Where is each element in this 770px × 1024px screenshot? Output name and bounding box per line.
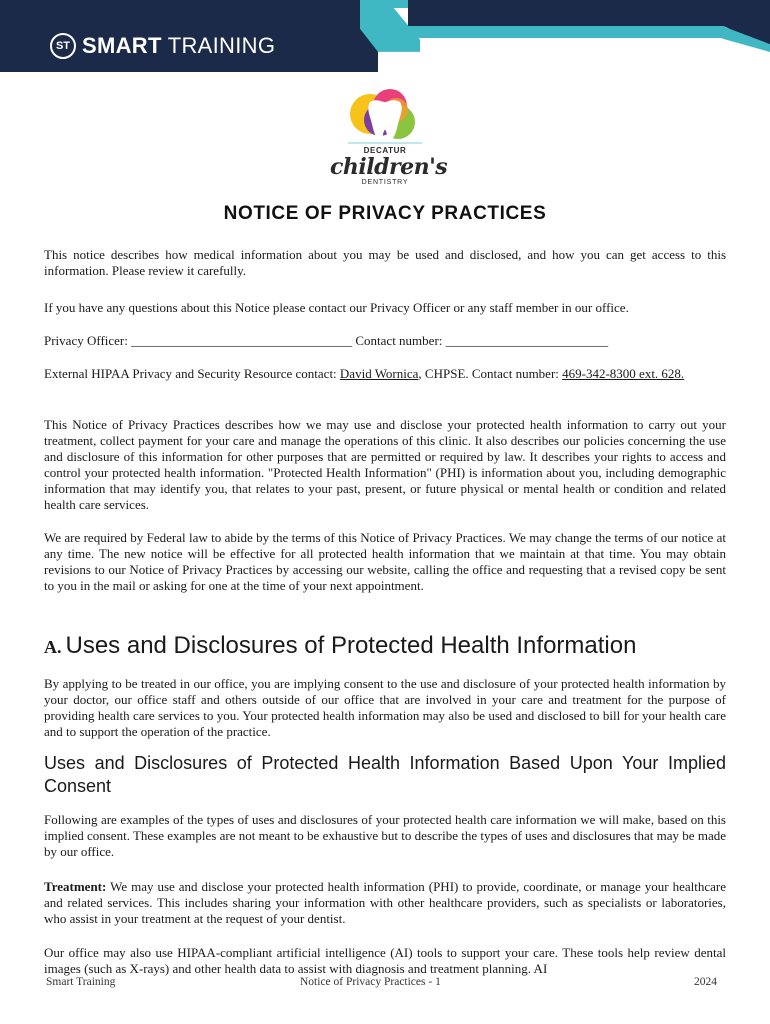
header-banner <box>0 0 770 72</box>
implied-consent-paragraph: By applying to be treated in our office, you are implying consent to the use and disclosure of your protected health information by your doctor, our office staff and others outside of our office that are involved in your care and treatment for the purpose of providing health care services to you. Your protected health information may also be used and disclosed to bill for your health care and to support the operation of the practice. <box>44 676 726 739</box>
page-title: NOTICE OF PRIVACY PRACTICES <box>223 203 547 224</box>
logo-line-dentistry: DENTISTRY <box>361 179 409 186</box>
treatment-label: Treatment: <box>44 879 107 894</box>
contact-number-label: Contact number: <box>355 333 443 348</box>
examples-paragraph: Following are examples of the types of uses and disclosures of your protected health care information we will make, based on this implied consent. These examples are not meant to be exhaustive but to describe the types of uses and disclosures that may be made by our office. <box>44 812 726 859</box>
footer-right: 2024 <box>694 976 717 988</box>
privacy-officer-label: Privacy Officer: <box>44 333 128 348</box>
clinic-logo <box>330 86 448 190</box>
footer-left: Smart Training <box>46 976 116 988</box>
federal-law-paragraph: We are required by Federal law to abide by the terms of this Notice of Privacy Practices. We may change the terms of our notice at any time. The new notice will be effective for all protected health information that we maintain at that time. You may obtain revisions to our Notice of Privacy Practices by accessing our website, calling the office and requesting that a revised copy be sent to you in the mail or asking for one at the time of your next appointment. <box>44 530 726 593</box>
brand-name: SMART TRAINING <box>82 33 276 58</box>
nopp-description-paragraph: This Notice of Privacy Practices describes how we may use and disclose your protected health information to carry out your treatment, collect payment for your care and manage the operations of this clinic. It also describes our policies concerning the use and disclosure of this information for other purposes that are permitted or required by law. It describes your rights to access and control your protected health information. "Protected Health Information" (PHI) is information about you, including demographic information that may identify you, that relates to your past, present, or future physical or mental health or condition and related health care services. <box>44 417 726 512</box>
external-contact-paragraph: External HIPAA Privacy and Security Resource contact: David Wornica, CHPSE. Contact number: 469-342-8300 ext. 628. <box>44 366 685 381</box>
treatment-paragraph: Treatment: We may use and disclose your protected health information (PHI) to provide, coordinate, or manage your healthcare and related services. This includes sharing your information with other healthcare providers, such as specialists or laboratories, who assist in your treatment at the request of your dentist. <box>44 879 726 926</box>
footer-center: Notice of Privacy Practices - 1 <box>300 976 441 988</box>
privacy-officer-line <box>44 333 726 349</box>
intro-paragraph: This notice describes how medical information about you may be used and disclosed, and how you can get access to this information. Please review it carefully. <box>44 247 726 278</box>
banner-navy-band <box>408 0 726 26</box>
banner-teal-strip <box>408 26 726 38</box>
privacy-officer-blank: __________________________________ <box>131 333 353 348</box>
contact-number-blank: _________________________ <box>445 333 609 348</box>
ai-tools-paragraph: Our office may also use HIPAA-compliant artificial intelligence (AI) tools to support your care. These tools help review dental images (such as X-rays) and other health data to assist with diagnosis and treatment planning. AI <box>44 945 726 976</box>
logo-line-childrens: children's <box>330 154 448 180</box>
tooth-logo-icon <box>330 86 440 148</box>
logo-line-decatur: DECATUR <box>363 146 407 155</box>
questions-paragraph: If you have any questions about this Notice please contact our Privacy Officer or any staff member in our office. <box>44 300 629 315</box>
smart-training-logo <box>50 32 275 60</box>
brand-mark-icon: ST <box>50 33 76 59</box>
external-contact-name: David Wornica <box>339 366 419 381</box>
section-a-heading: A. Uses and Disclosures of Protected Health Information <box>44 632 637 659</box>
implied-consent-subheading: Uses and Disclosures of Protected Health Information Based Upon Your Implied Consent <box>44 753 726 796</box>
external-contact-phone: 469-342-8300 ext. 628. <box>562 366 685 381</box>
